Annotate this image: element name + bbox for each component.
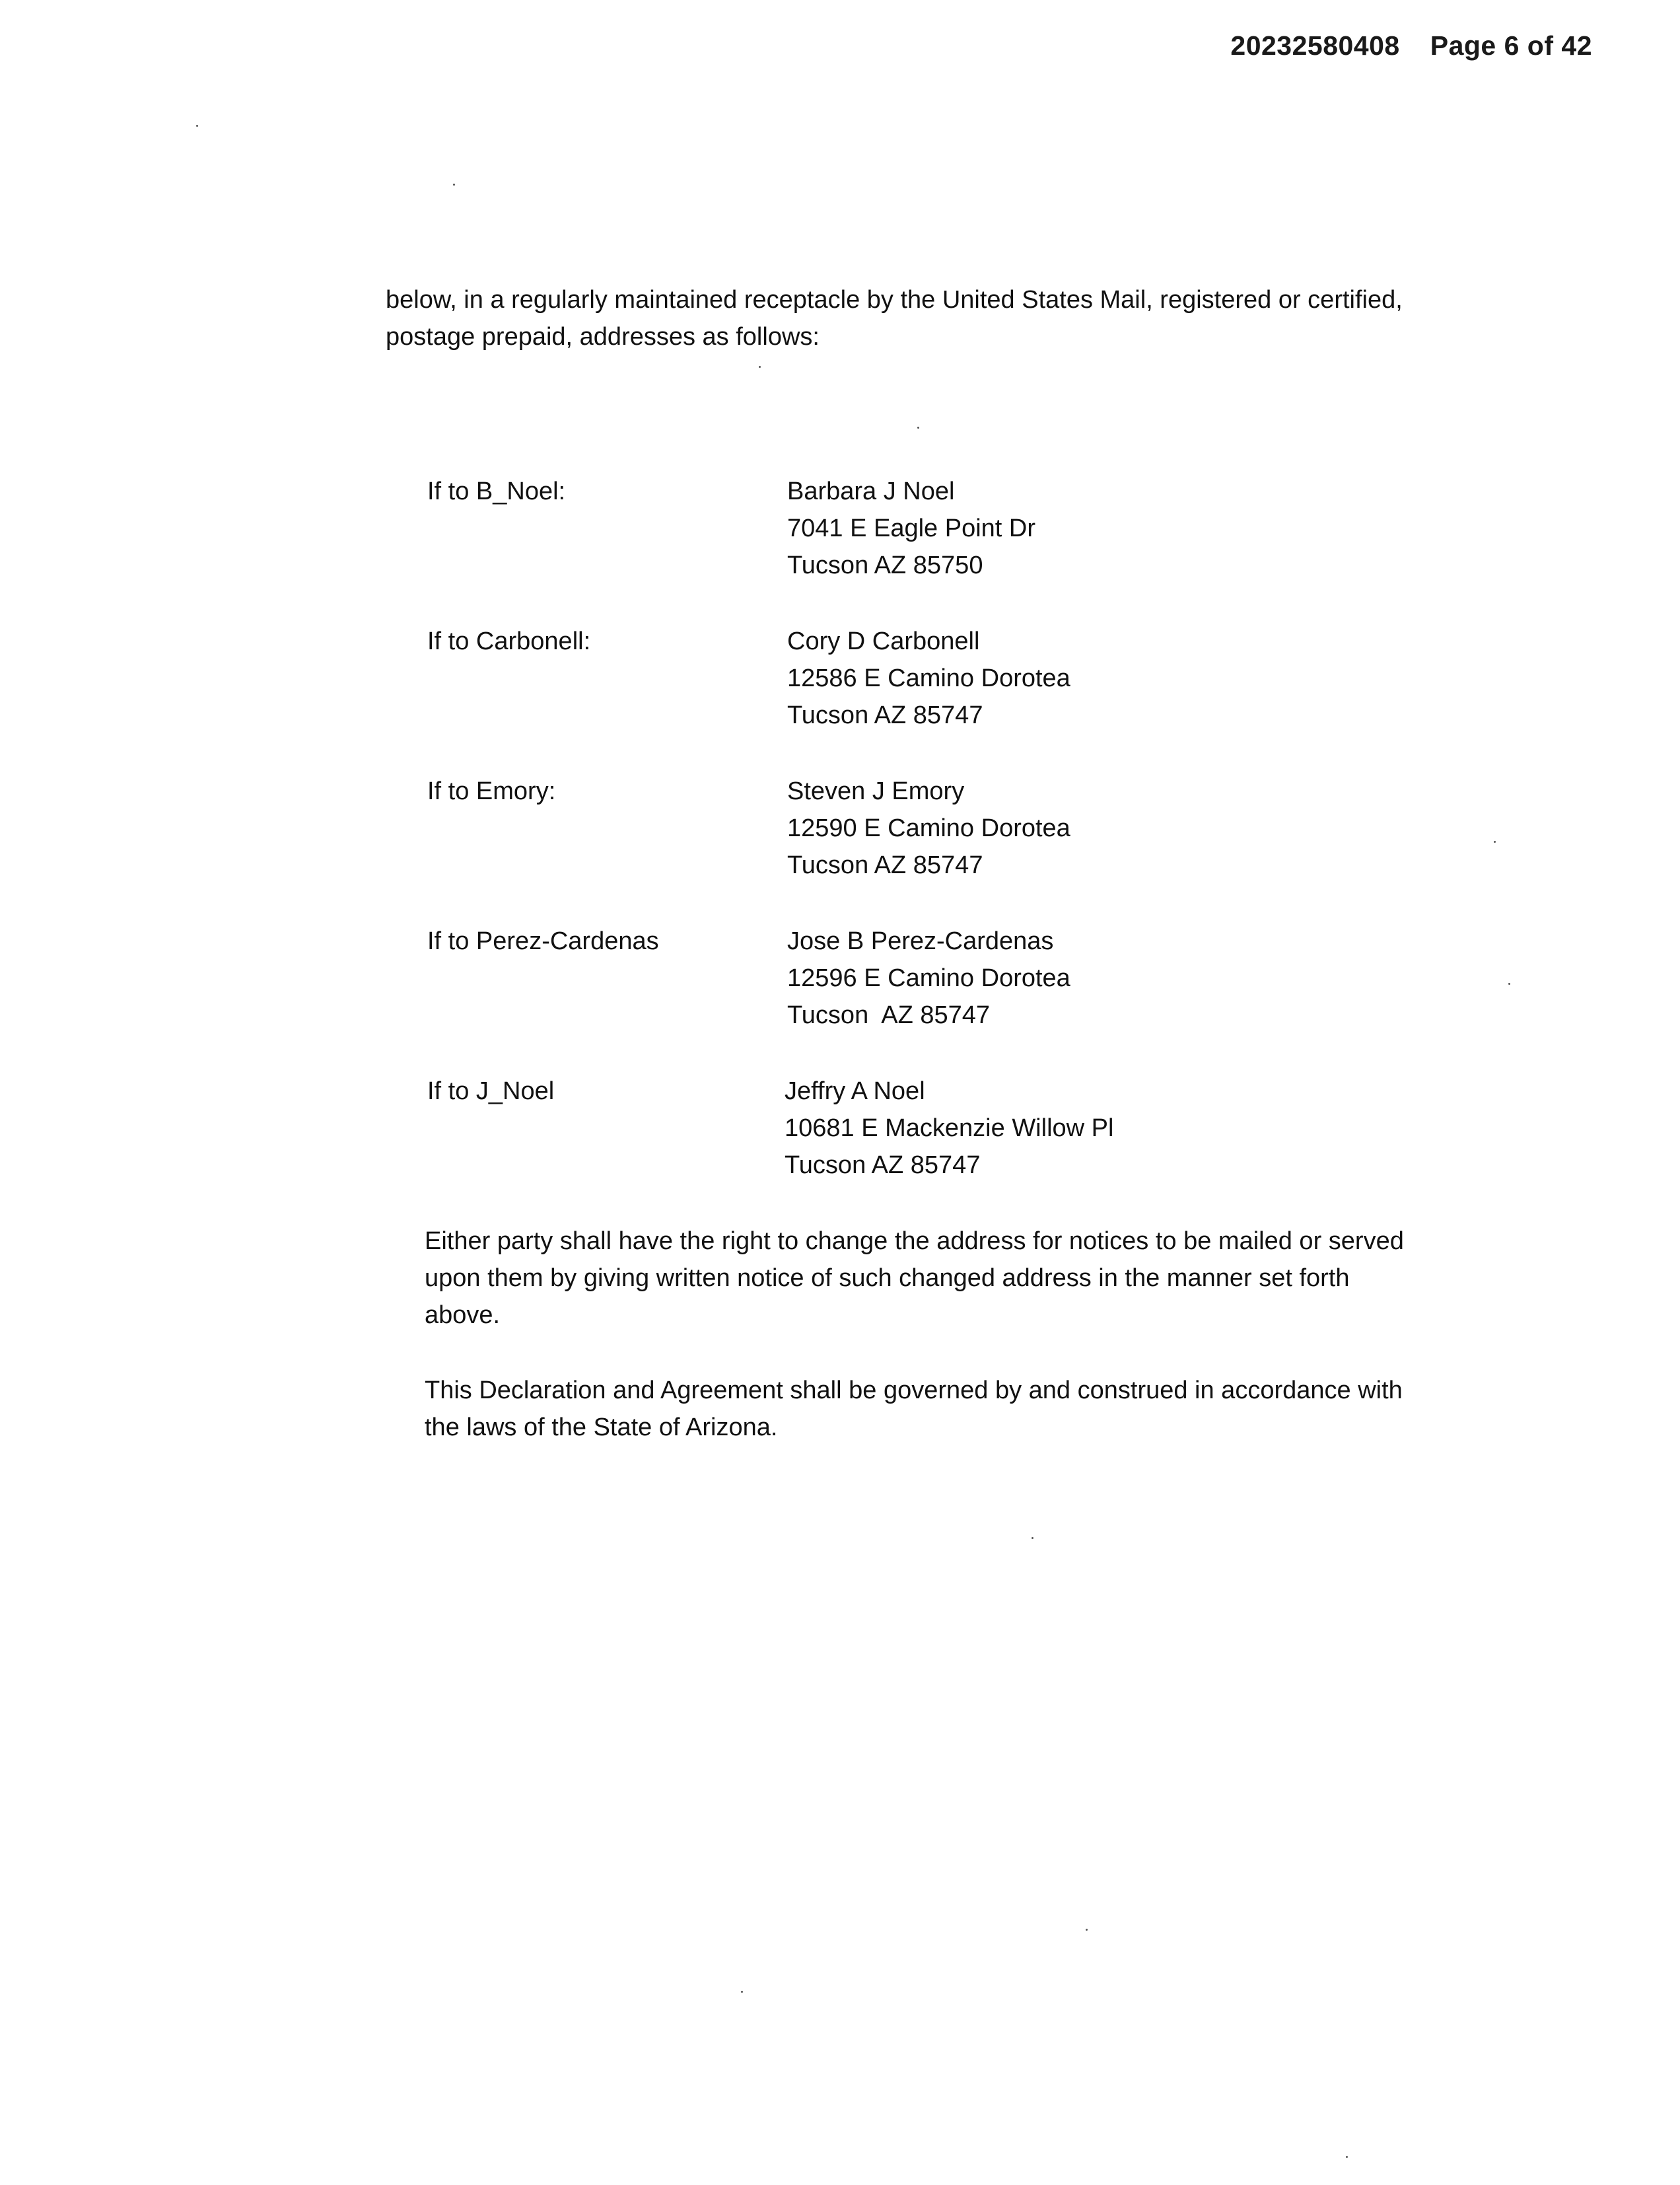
notice-label: If to J_Noel bbox=[427, 1077, 555, 1105]
address-street: 12596 E Camino Dorotea bbox=[787, 964, 1070, 992]
intro-line: below, in a regularly maintained receptacle by the United States Mail, registered or certified, bbox=[386, 286, 1403, 314]
intro-paragraph bbox=[386, 281, 1429, 355]
notice-address bbox=[787, 773, 1070, 884]
scan-speck bbox=[1032, 1537, 1033, 1539]
notice-address bbox=[787, 473, 1035, 584]
change-of-address-paragraph bbox=[425, 1223, 1428, 1334]
notice-label: If to Carbonell: bbox=[427, 627, 591, 655]
paragraph-line: This Declaration and Agreement shall be governed by and construed in accordance with bbox=[425, 1377, 1403, 1404]
address-street: 7041 E Eagle Point Dr bbox=[787, 515, 1036, 542]
document-number: 20232580408 bbox=[1230, 30, 1400, 61]
address-name: Jeffry A Noel bbox=[785, 1077, 925, 1105]
address-city: Tucson AZ 85747 bbox=[787, 1001, 991, 1029]
scan-speck bbox=[453, 184, 455, 186]
scan-speck bbox=[196, 125, 198, 127]
scan-speck bbox=[1346, 2156, 1348, 2158]
address-street: 12590 E Camino Dorotea bbox=[787, 814, 1070, 842]
notice-address bbox=[785, 1073, 1113, 1184]
address-street: 10681 E Mackenzie Willow Pl bbox=[785, 1114, 1114, 1142]
page-header bbox=[1230, 30, 1592, 61]
paragraph-line: the laws of the State of Arizona. bbox=[425, 1414, 778, 1441]
scan-speck bbox=[759, 366, 761, 368]
page-label: Page 6 of 42 bbox=[1430, 30, 1592, 61]
notice-address bbox=[787, 923, 1070, 1034]
address-city: Tucson AZ 85747 bbox=[787, 701, 983, 729]
address-street: 12586 E Camino Dorotea bbox=[787, 664, 1070, 692]
notice-label: If to Perez-Cardenas bbox=[427, 927, 659, 955]
address-city: Tucson AZ 85747 bbox=[785, 1151, 981, 1179]
address-name: Jose B Perez-Cardenas bbox=[787, 927, 1054, 955]
paragraph-line: above. bbox=[425, 1301, 501, 1329]
notice-label: If to B_Noel: bbox=[427, 478, 566, 505]
scan-speck bbox=[1086, 1929, 1088, 1931]
address-name: Cory D Carbonell bbox=[787, 627, 980, 655]
scan-speck bbox=[1508, 983, 1510, 985]
address-city: Tucson AZ 85747 bbox=[787, 851, 983, 879]
governing-law-paragraph bbox=[425, 1372, 1428, 1446]
address-city: Tucson AZ 85750 bbox=[787, 552, 983, 579]
intro-line: postage prepaid, addresses as follows: bbox=[386, 323, 820, 351]
scan-speck bbox=[917, 427, 919, 429]
paragraph-line: Either party shall have the right to change the address for notices to be mailed or served bbox=[425, 1227, 1404, 1255]
scan-speck bbox=[741, 1991, 743, 1993]
paragraph-line: upon them by giving written notice of such changed address in the manner set forth bbox=[425, 1264, 1350, 1292]
scan-speck bbox=[1494, 841, 1496, 843]
notice-label: If to Emory: bbox=[427, 777, 556, 805]
notice-address bbox=[787, 623, 1070, 734]
address-name: Barbara J Noel bbox=[787, 478, 955, 505]
address-name: Steven J Emory bbox=[787, 777, 965, 805]
